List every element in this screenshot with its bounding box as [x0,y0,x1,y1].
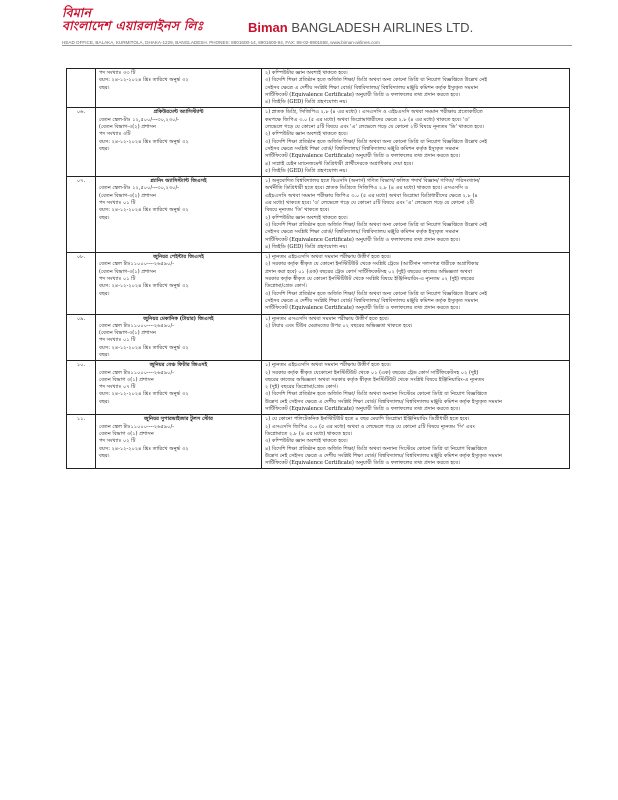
vacancy-table-body [67,69,570,469]
post-detail-line: পদ সংখ্যাঃ ৩টি [99,131,131,138]
serial-number: ০৬. [67,108,96,177]
post-details-cell [96,253,262,314]
post-title: জুনিয়র বেঞ্চ ফিটার জিএসই [149,362,208,369]
post-detail-line: বছর। [99,290,110,297]
post-details-cell [96,361,262,415]
qualification-line: ২) কম্পিউটার জ্ঞান অবশ্যই থাকতে হবে। [265,214,348,221]
brand-english-rest: BANGLADESH AIRLINES LTD. [291,20,474,35]
vacancy-row [67,69,570,108]
post-detail-line: বয়স: ২৪-১২-২০২৪ খ্রিঃ তারিখে অনুর্দ্ধ ৩২ [99,283,189,290]
post-detail-line: বয়স: ২৪-১২-২০২৪ খ্রিঃ তারিখে অনুর্দ্ধ ৩২ [99,77,189,84]
qualification-line: ৩) বিদেশি শিক্ষা প্রতিষ্ঠান হতে অর্জিত শিক্ষা/ ডিগ্রি অথবা অন্য কোনো ডিগ্রি যা নিয়োগ বিজ্ঞপ্তিতে উল্লেখ নেই [265,138,488,145]
post-detail-line: বছর। [99,145,110,152]
qualification-line: সার্টিফিকেট (Equivalence Certificate) অনুযায়ী ডিগ্রি ও ফলাফলের তথ্য প্রদান করতে হবে। [265,153,460,160]
letterhead [62,6,568,46]
qualification-line: ১) ন্যূনতম এসএসসি অথবা সমমান পরীক্ষায় উত্তীর্ণ হতে হবে। [265,315,389,322]
qualification-line: সার্টিফিকেট (Equivalence Certificate) অনুযায়ী ডিগ্রি ও ফলাফলের তথ্য প্রদান করতে হবে। [265,305,460,312]
qualification-line: ২) সরকার কর্তৃক স্বীকৃত যেকোনো ইনস্টিটিউট থেকে ০১ (এক) বছরের ট্রেড কোর্স সার্টিফিকেটসহ ০২ (দুই) [265,369,479,376]
post-detail-line: পদ সংখ্যাঃ ০২ টি [99,438,136,445]
post-detail-line: বছর। [99,214,110,221]
qualification-line: এর মধ্যে) থাকতে হবে। 'ও' লেভেলে গড়ে যে কোনো ৫টি বিষয়ে এবং 'এ' লেভেলে গড়ে যে কোনো ২টি [265,200,474,207]
post-details-cell [96,177,262,253]
head-office-address: HEAD OFFICE, BALAKA, KURMITOLA, DHAKA-1229, BANGLADESH. PHONES: 8901600-14, 8901600-94, FAX: 88-02-8901558, www.biman-airlines.com [62,40,380,45]
post-details-cell [96,415,262,469]
post-detail-line: পদ সংখ্যাঃ ৩৩ টি [99,70,136,76]
qualification-line: সার্টিফিকেট (Equivalence Certificate) অনুযায়ী ডিগ্রি ও ফলাফলের তথ্য প্রদান করতে হবে। [265,406,460,413]
qualification-line: ২) এসএসসি জিপিএ ৩.০ (৫ এর মধ্যে) অথবা ও লেভেলে গড়ে যে কোনো ৫টি বিষয়ে ন্যূনতম 'সি' এবং [265,423,475,430]
post-details-cell [96,108,262,177]
post-detail-line: বছর। [99,351,110,358]
post-detail-line: (বেতন বিভাগ-৩(১) প্রশাসন [99,330,156,337]
qualification-line: উল্লেখ নেই সেইসব ক্ষেত্রে এ দেশীয় সংশ্লিষ্ট শিক্ষা বোর্ড/ বিশ্ববিদ্যালয়/ বিশ্ববিদ্যালয় মঞ্জুরি কমিশন কর্তৃক ইস্যুকৃত সমমান [265,452,502,459]
vacancy-row [67,253,570,314]
post-detail-line: বেতন স্কেল টাঃ১১০০০----২৬৫৯০/- [99,369,174,376]
qualification-line: ৩) বিদেশি শিক্ষা প্রতিষ্ঠান হতে অর্জিত শিক্ষা/ ডিগ্রি অথবা অন্য কোনো ডিগ্রি যা নিয়োগ বিজ্ঞপ্তিতে উল্লেখ নেই [265,290,488,297]
post-detail-line: বয়স: ২৪-১২-২০২৪ খ্রিঃ তারিখে অনুর্দ্ধ ৩২ [99,445,189,452]
post-detail-line: বছর। [99,452,110,459]
qualification-line: সেইসব ক্ষেত্রে এ দেশীয় সংশ্লিষ্ট শিক্ষা বোর্ড/ বিশ্ববিদ্যালয়/ বিশ্ববিদ্যালয় মঞ্জুরি কমিশন কর্তৃক ইস্যুকৃত সমমান [265,84,478,91]
post-detail-line: পদ সংখ্যাঃ ০১ টি [99,337,136,344]
post-title: জুনিয়র পেইন্টার জিএসই [153,254,204,261]
brand-bangla-line2: বাংলাদেশ এয়ারলাইনস লিঃ [62,18,204,33]
qualification-line: কমপক্ষে জিপিএ ৩.০ (৫ এর মধ্যে) অথবা ডিপ্লোমাধারীদের ক্ষেত্রে ২.৮ (৪ এর মধ্যে) থাকতে হবে। 'ও' [265,116,470,123]
post-details-cell [96,69,262,108]
post-detail-line: পদ সংখ্যাঃ ০১ টি [99,200,136,207]
brand-logo-bangla [62,6,203,32]
post-detail-line: বেতন স্কেল টাঃ১১০০০----২৬৫৯০/- [99,322,174,329]
vacancy-row [67,108,570,177]
qualification-line: বছরের কাজের অভিজ্ঞতা অথবা সরকার কর্তৃক স্বীকৃত ইনস্টিটিউট থেকে সংশ্লিষ্ট বিষয়ে ইঞ্জিনিয়ারিং-এ ন্যূনতম [265,376,485,383]
post-detail-line: বয়স: ২৪-১২-২০২৪ খ্রিঃ তারিখে অনুর্দ্ধ ৩২ [99,138,189,145]
qualification-line: ৪) জিইডি (GED) ডিগ্রি গ্রহণযোগ্য নয়। [265,99,348,106]
post-detail-line: বছর। [99,84,110,91]
post-detail-line: বেতন স্কেল টাঃ১১০০০----২৬৫৯০/- [99,261,174,268]
qualification-line: বিষয়ে নূন্যতম 'ডি' থাকতে হবে। [265,207,330,214]
header-divider [62,45,572,46]
qualification-line: ৪) সাপ্লাই চেইন ম্যানেজমেন্ট ডিগ্রিধারী প্রার্থীদেরকে অগ্রাধিকার দেয়া হবে। [265,160,414,167]
qualification-line: ৪) বিদেশি শিক্ষা প্রতিষ্ঠান হতে অর্জিত শিক্ষা/ ডিগ্রি অথবা অন্যান্য সিস্টেমে কোনো ডিগ্রি যা নিয়োগ বিজ্ঞপ্তিতে [265,445,488,452]
post-detail-line: বেতন স্কেল-টাঃ ১২,৫০০/---৩০,২৩০/- [99,116,179,123]
qualification-line: ১) স্নাতক ডিগ্রি, সিজিপিএ ২.৮ (৪ এর মধ্যে) । এসএসসি ও এইচএসসি অথবা সমমান পরীক্ষায় প্রত্যেকটিতে [265,109,483,116]
qualification-line: ২) টায়ার এবং টিউব মেরামতের উপর ০২ বছরের অভিজ্ঞতা থাকতে হবে। [265,322,413,329]
qualification-line: ৩) বিদেশি শিক্ষা প্রতিষ্ঠান হতে অর্জিত শিক্ষা/ ডিগ্রি অথবা অন্য কোনো ডিগ্রি যা নিয়োগ বিজ্ঞপ্তিতে উল্লেখ নেই [265,221,488,228]
post-detail-line: (বেতন বিভাগ-৩(২) প্রশাসন [99,124,156,131]
post-detail-line: (বেতন বিভাগ-৩(২) প্রশাসন [99,192,156,199]
vacancy-row [67,177,570,253]
post-title: জুনিয়র সুপারভাইজার টুলস স্টোর [144,416,213,423]
qualification-line: সেইসব ক্ষেত্রে এ দেশীয় সংশ্লিষ্ট শিক্ষা বোর্ড/ বিশ্ববিদ্যালয়/ বিশ্ববিদ্যালয় মঞ্জুরি কমিশন কর্তৃক ইস্যুকৃত সমমান [265,297,478,304]
qualifications-cell [262,253,570,314]
qualifications-cell [262,314,570,361]
qualification-line: ৫) জিইডি (GED) ডিগ্রি গ্রহণযোগ্য নয়। [265,167,348,174]
qualification-line: ৩) বিদেশি শিক্ষা প্রতিষ্ঠান হতে অর্জিত শিক্ষা/ ডিগ্রি অথবা অন্য কোনো ডিগ্রি যা নিয়োগ বিজ্ঞপ্তিতে উল্লেখ নেই [265,77,488,84]
post-detail-line: বয়স: ২৪-১২-২০২৪ খ্রিঃ তারিখে অনুর্দ্ধ ৩২ [99,391,189,398]
serial-number: ১০. [67,361,96,415]
qualification-line: ১) ন্যূনতম এইচএসসি অথবা সমমান পরীক্ষায় উত্তীর্ণ হতে হবে। [265,254,391,261]
qualification-line: উল্লেখ নেই সেইসব ক্ষেত্রে এ দেশীয় সংশ্লিষ্ট শিক্ষা বোর্ড/ বিশ্ববিদ্যালয়/ বিশ্ববিদ্যালয় মঞ্জুরি কমিশন কর্তৃক ইস্যুকৃত সমমান [265,398,502,405]
post-title: প্রকিউরমেন্ট অ্যাসিস্ট্যান্ট [153,109,204,116]
qualification-line: ২ (দুই) বছরের ডিপ্লোমা/গ্রেড কোর্স। [265,384,338,391]
qualification-line: সেইসব ক্ষেত্রে সংশ্লিষ্ট শিক্ষা বোর্ড/ বিশ্ববিদ্যালয়/ বিশ্ববিদ্যালয় মঞ্জুরি কমিশন কর্তৃক ইস্যুকৃত সমমান [265,229,459,236]
qualifications-cell [262,108,570,177]
qualification-line: ৩) কম্পিউটার জ্ঞান অবশ্যই থাকতে হবে। [265,438,348,445]
post-title: জুনিয়র মেকানিক (টায়ার) জিএসই [143,315,214,322]
post-detail-line: (বেতন বিভাগ-৩(১) প্রশাসন [99,268,156,275]
qualification-line: সার্টিফিকেট (Equivalence Certificate) অনুযায়ী ডিগ্রি ও ফলাফলের তথ্য প্রদান করতে হবে। [265,91,460,98]
qualifications-cell [262,177,570,253]
serial-number: ০৮. [67,253,96,314]
qualification-line: ৩) বিদেশি শিক্ষা প্রতিষ্ঠান হতে অর্জিত শিক্ষা/ ডিগ্রি অথবা অন্যান্য সিস্টেমে কোনো ডিগ্রি যা নিয়োগ বিজ্ঞপ্তিতে [265,391,488,398]
qualification-line: ১) অনুমোদিত বিশ্ববিদ্যালয় হতে বিএসসি (অনার্স) গণিত বিভাগ/ ফলিত পদার্থ বিজ্ঞান/ গণিত/ পরিসংখ্যান/ [265,178,480,185]
qualification-line: ১) যে কোনো পলিটেকনিক ইনস্টিটিউট হতে ৪ বছর মেয়াদি ডিপ্লোমা ইঞ্জিনিয়ারিং ডিগ্রীধারী হতে হবে। [265,416,470,423]
post-detail-line: বছর। [99,398,110,405]
post-details-cell [96,314,262,361]
post-title: প্ল্যানিং অ্যাসিস্ট্যান্ট জিএসই [150,178,207,185]
post-detail-line: বেতন স্কেল-টাঃ ১২,৫০০/---৩০,২৩০/- [99,185,179,192]
brand-bangla-line1: বিমান [62,5,92,20]
serial-number: ০৭. [67,177,96,253]
qualification-line: ডিপ্লোমা/গ্রেড কোর্স। [265,283,307,290]
brand-logo-english [248,20,473,35]
qualification-line: সেইসব ক্ষেত্রে সংশ্লিষ্ট শিক্ষা বোর্ড/ বিশ্ববিদ্যালয়/ বিশ্ববিদ্যালয় মঞ্জুরি কমিশন কর্তৃক ইস্যুকৃত সমমান [265,145,459,152]
qualification-line: সার্টিফিকেট (Equivalence Certificate) অনুযায়ী ডিগ্রি ও ফলাফলের তথ্য প্রদান করতে হবে। [265,460,460,467]
serial-number: ১১. [67,415,96,469]
brand-english-bold: Biman [248,20,288,35]
qualification-line: ৪) জিইডি (GED) ডিগ্রি গ্রহণযোগ্য নয়। [265,243,348,250]
qualification-line: এইচএসসি অথবা সমমান পরীক্ষায় জিপিএ ৩.০ (৫ এর মধ্যে) অথবা ডিপ্লোমা ডিগ্রিধারীদের ক্ষেত্রে ২.৮ (৪ [265,192,478,199]
qualification-line: প্রদান করা হবে) ০১ (এক) বছরের ট্রেড কোর্স সার্টিফিকেটসহ ০২ (দুই) বছরের কাজের অভিজ্ঞতা অথবা [265,268,473,275]
vacancy-table [66,68,570,469]
qualification-line: ডিপ্লোমাতে ২.৮ (৪ এর মধ্যে) থাকতে হবে। [265,430,353,437]
serial-number [67,69,96,108]
vacancy-row [67,314,570,361]
qualification-line: ১) ন্যূনতম এইচএসসি অথবা সমমান পরীক্ষায় উত্তীর্ণ হতে হবে। [265,362,391,369]
post-detail-line: পদ সংখ্যাঃ ০১ টি [99,276,136,283]
post-detail-line: বেতন বিভাগ ৩(১) প্রশাসন [99,376,154,383]
qualification-line: ২) সরকার কর্তৃক স্বীকৃত যে কোনো ইনস্টিটিউট থেকে সংশ্লিষ্ট ট্রেডে (আর্টিসান দলসপত্র ধারীকে অগ্রাধিকার [265,261,479,268]
qualification-line: ২) কম্পিউটার জ্ঞান অবশ্যই থাকতে হবে। [265,131,348,138]
post-detail-line: পদ সংখ্যাঃ ০৭ টি [99,384,136,391]
qualifications-cell [262,69,570,108]
post-detail-line: বয়স: ২৪-১২-২০২৪ খ্রিঃ তারিখে অনুর্দ্ধ ৩২ [99,344,189,351]
post-detail-line: বেতন বিভাগ ৩(১) প্রশাসন [99,430,154,437]
qualification-line: অর্থনীতি ডিগ্রিধারী হতে হবে। স্নাতক ডিগ্রিতে সিজিপিএ ২.৮ (৪ এর মধ্যে) থাকতে হবে। এসএসসি ও [265,185,469,192]
qualification-line: ২) কম্পিউটার জ্ঞান অবশ্যই থাকতে হবে। [265,70,348,76]
qualifications-cell [262,415,570,469]
post-detail-line: বেতন স্কেল টাঃ১১০০০----২৬৫৯০/- [99,423,174,430]
qualification-line: লেভেলে গড়ে যে কোনো ৫টি বিষয়ে এবং 'এ' লেভেলে গড়ে যে কোনো ২টি বিষয়ে নূন্যতম 'ডি' থাকতে হবে। [265,124,484,131]
post-detail-line: বয়স: ২৪-১২-২০২৪ খ্রিঃ তারিখে অনুর্দ্ধ ৩২ [99,207,189,214]
qualification-line: সরকার কর্তৃক স্বীকৃত যে কোনো ইনস্টিটিউট থেকে সংশ্লিষ্ট বিষয়ে ইঞ্জিনিয়ারিং-এ ন্যূনতম ০২ (দুই) বছরের [265,276,475,283]
vacancy-row [67,361,570,415]
serial-number: ০৯. [67,314,96,361]
vacancy-row [67,415,570,469]
qualification-line: সার্টিফিকেট (Equivalence Certificate) অনুযায়ী ডিগ্রি ও ফলাফলের তথ্য প্রদান করতে হবে। [265,236,460,243]
qualifications-cell [262,361,570,415]
